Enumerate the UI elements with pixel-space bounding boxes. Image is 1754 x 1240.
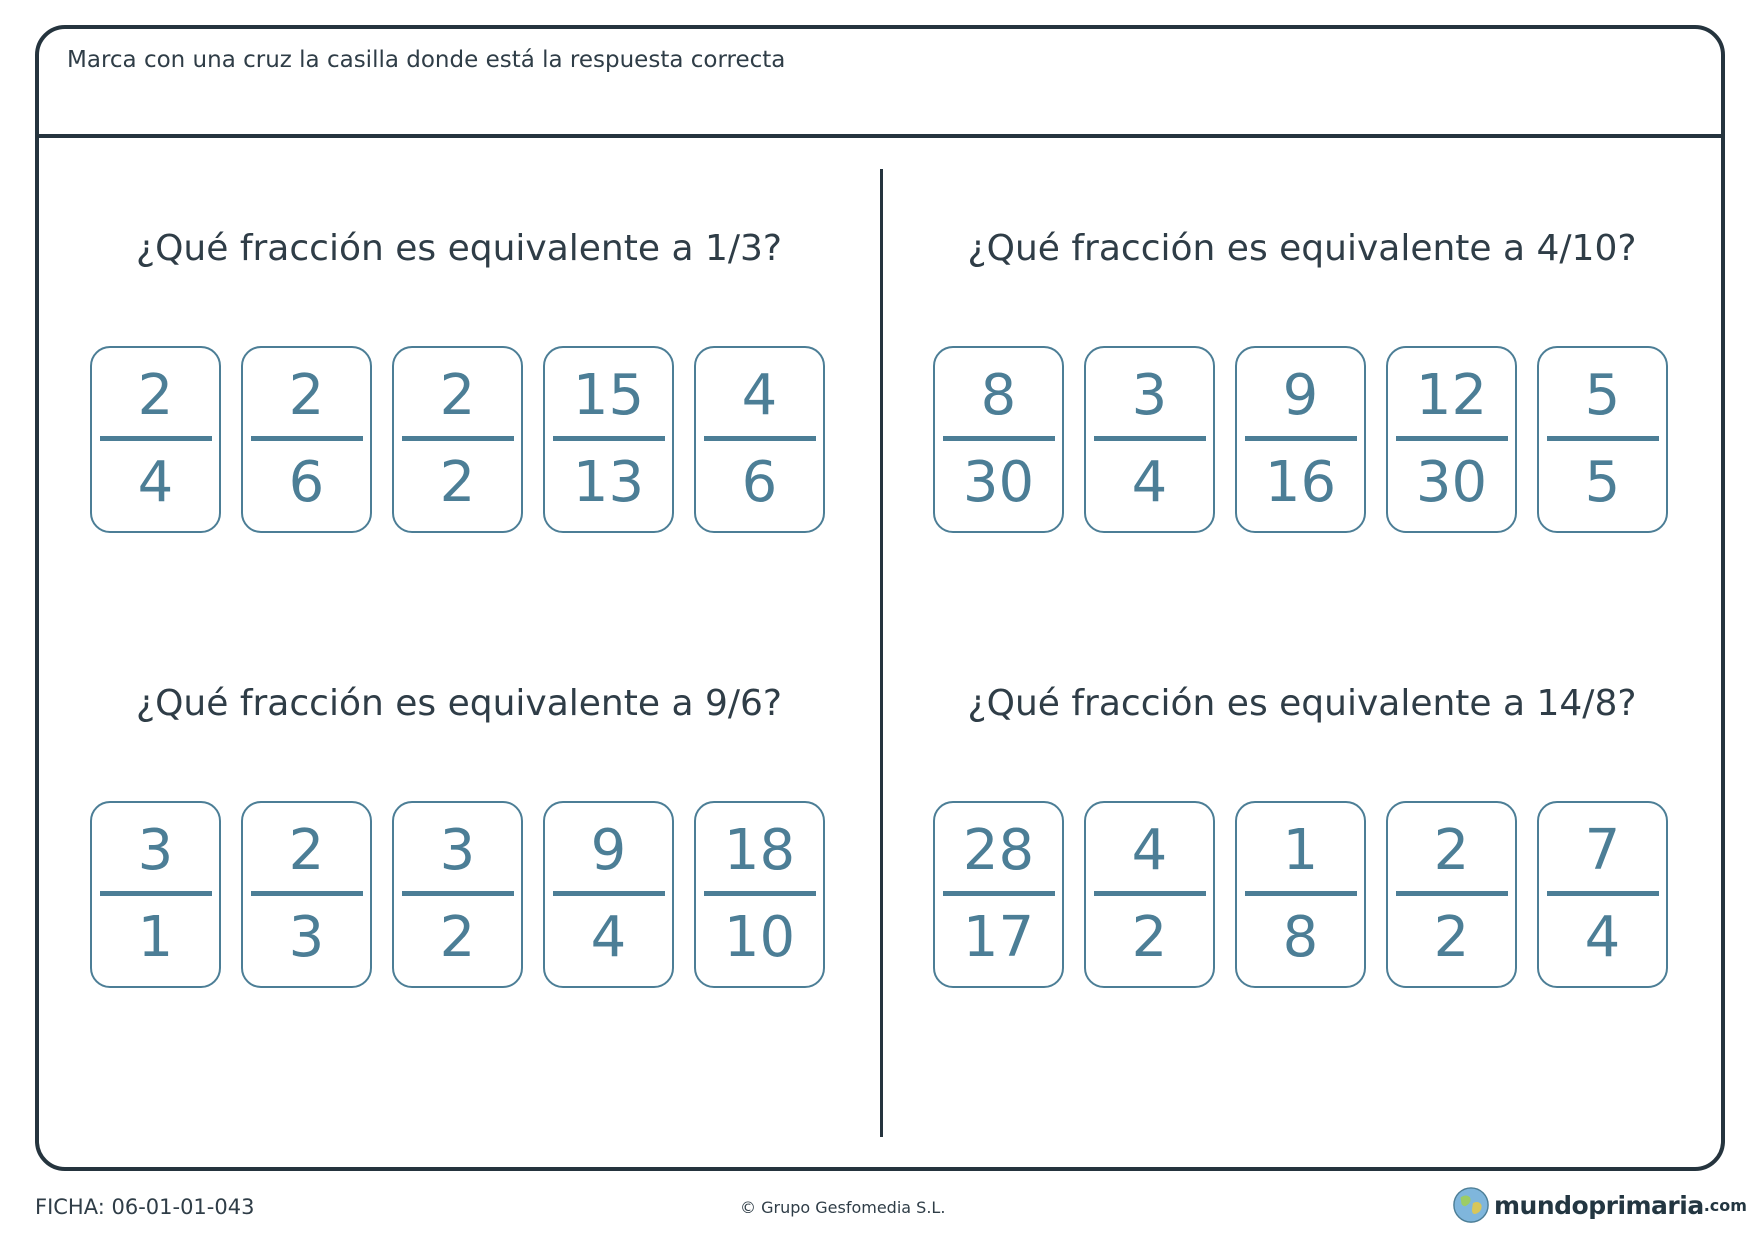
fraction-bar (553, 436, 665, 441)
denominator: 4 (1131, 450, 1168, 515)
fraction-option-card[interactable] (543, 346, 674, 533)
logo-name: mundoprimaria (1494, 1190, 1704, 1220)
denominator: 3 (288, 905, 325, 970)
denominator: 2 (1433, 905, 1470, 970)
question-text: ¿Qué fracción es equivalente a 4/10? (967, 228, 1637, 269)
numerator: 2 (439, 363, 476, 428)
fraction-bar (1245, 891, 1357, 896)
question-block-1 (79, 219, 839, 515)
question-block-2 (922, 219, 1682, 515)
numerator: 8 (980, 363, 1017, 428)
fraction-option-card[interactable] (694, 801, 825, 988)
numerator: 1 (1282, 818, 1319, 883)
fraction-option-card[interactable] (1084, 346, 1215, 533)
fraction-bar (251, 891, 363, 896)
fraction-bar (402, 891, 514, 896)
numerator: 3 (439, 818, 476, 883)
fraction-option-card[interactable] (543, 801, 674, 988)
fraction-option-card[interactable] (933, 801, 1064, 988)
worksheet-code: FICHA: 06-01-01-043 (35, 1195, 255, 1219)
answer-options (933, 801, 1668, 988)
fraction-bar (100, 891, 212, 896)
question-block-4 (922, 674, 1682, 970)
fraction-bar (1245, 436, 1357, 441)
fraction-bar (1094, 436, 1206, 441)
denominator: 4 (590, 905, 627, 970)
fraction-bar (100, 436, 212, 441)
denominator: 16 (1264, 450, 1337, 515)
numerator: 12 (1415, 363, 1488, 428)
fraction-bar (1396, 436, 1508, 441)
denominator: 2 (1131, 905, 1168, 970)
fraction-option-card[interactable] (392, 346, 523, 533)
denominator: 13 (572, 450, 645, 515)
fraction-option-card[interactable] (241, 801, 372, 988)
denominator: 5 (1584, 450, 1621, 515)
fraction-option-card[interactable] (1235, 801, 1366, 988)
denominator: 30 (1415, 450, 1488, 515)
fraction-option-card[interactable] (392, 801, 523, 988)
answer-options (90, 346, 825, 533)
denominator: 2 (439, 450, 476, 515)
numerator: 7 (1584, 818, 1621, 883)
denominator: 6 (741, 450, 778, 515)
fraction-bar (251, 436, 363, 441)
denominator: 8 (1282, 905, 1319, 970)
numerator: 15 (572, 363, 645, 428)
fraction-bar (943, 891, 1055, 896)
numerator: 2 (288, 363, 325, 428)
numerator: 28 (962, 818, 1035, 883)
fraction-bar (1547, 436, 1659, 441)
fraction-option-card[interactable] (1235, 346, 1366, 533)
fraction-option-card[interactable] (1386, 801, 1517, 988)
fraction-bar (1396, 891, 1508, 896)
numerator: 3 (137, 818, 174, 883)
denominator: 30 (962, 450, 1035, 515)
copyright-text: © Grupo Gesfomedia S.L. (740, 1198, 946, 1217)
denominator: 17 (962, 905, 1035, 970)
column-divider (880, 169, 883, 1137)
numerator: 5 (1584, 363, 1621, 428)
numerator: 2 (137, 363, 174, 428)
fraction-bar (1094, 891, 1206, 896)
question-text: ¿Qué fracción es equivalente a 9/6? (135, 683, 782, 724)
fraction-option-card[interactable] (90, 801, 221, 988)
fraction-option-card[interactable] (241, 346, 372, 533)
logo-domain: .com (1703, 1195, 1747, 1215)
instruction-text: Marca con una cruz la casilla donde está la respuesta correcta (67, 47, 786, 73)
numerator: 3 (1131, 363, 1168, 428)
answer-options (90, 801, 825, 988)
header-divider (39, 134, 1721, 138)
fraction-option-card[interactable] (1537, 346, 1668, 533)
worksheet-frame (35, 25, 1725, 1171)
numerator: 9 (590, 818, 627, 883)
numerator: 9 (1282, 363, 1319, 428)
fraction-bar (704, 891, 816, 896)
denominator: 1 (137, 905, 174, 970)
numerator: 4 (741, 363, 778, 428)
fraction-option-card[interactable] (1537, 801, 1668, 988)
question-text: ¿Qué fracción es equivalente a 1/3? (135, 228, 782, 269)
numerator: 2 (1433, 818, 1470, 883)
fraction-option-card[interactable] (1084, 801, 1215, 988)
answer-options (933, 346, 1668, 533)
numerator: 2 (288, 818, 325, 883)
fraction-bar (704, 436, 816, 441)
fraction-option-card[interactable] (90, 346, 221, 533)
denominator: 4 (137, 450, 174, 515)
fraction-option-card[interactable] (933, 346, 1064, 533)
numerator: 18 (723, 818, 796, 883)
fraction-bar (402, 436, 514, 441)
question-text: ¿Qué fracción es equivalente a 14/8? (967, 683, 1637, 724)
denominator: 10 (723, 905, 796, 970)
fraction-bar (553, 891, 665, 896)
denominator: 2 (439, 905, 476, 970)
denominator: 6 (288, 450, 325, 515)
fraction-bar (1547, 891, 1659, 896)
denominator: 4 (1584, 905, 1621, 970)
fraction-option-card[interactable] (1386, 346, 1517, 533)
fraction-option-card[interactable] (694, 346, 825, 533)
globe-icon (1452, 1186, 1490, 1224)
numerator: 4 (1131, 818, 1168, 883)
brand-logo[interactable] (1452, 1186, 1747, 1224)
fraction-bar (943, 436, 1055, 441)
question-block-3 (79, 674, 839, 970)
